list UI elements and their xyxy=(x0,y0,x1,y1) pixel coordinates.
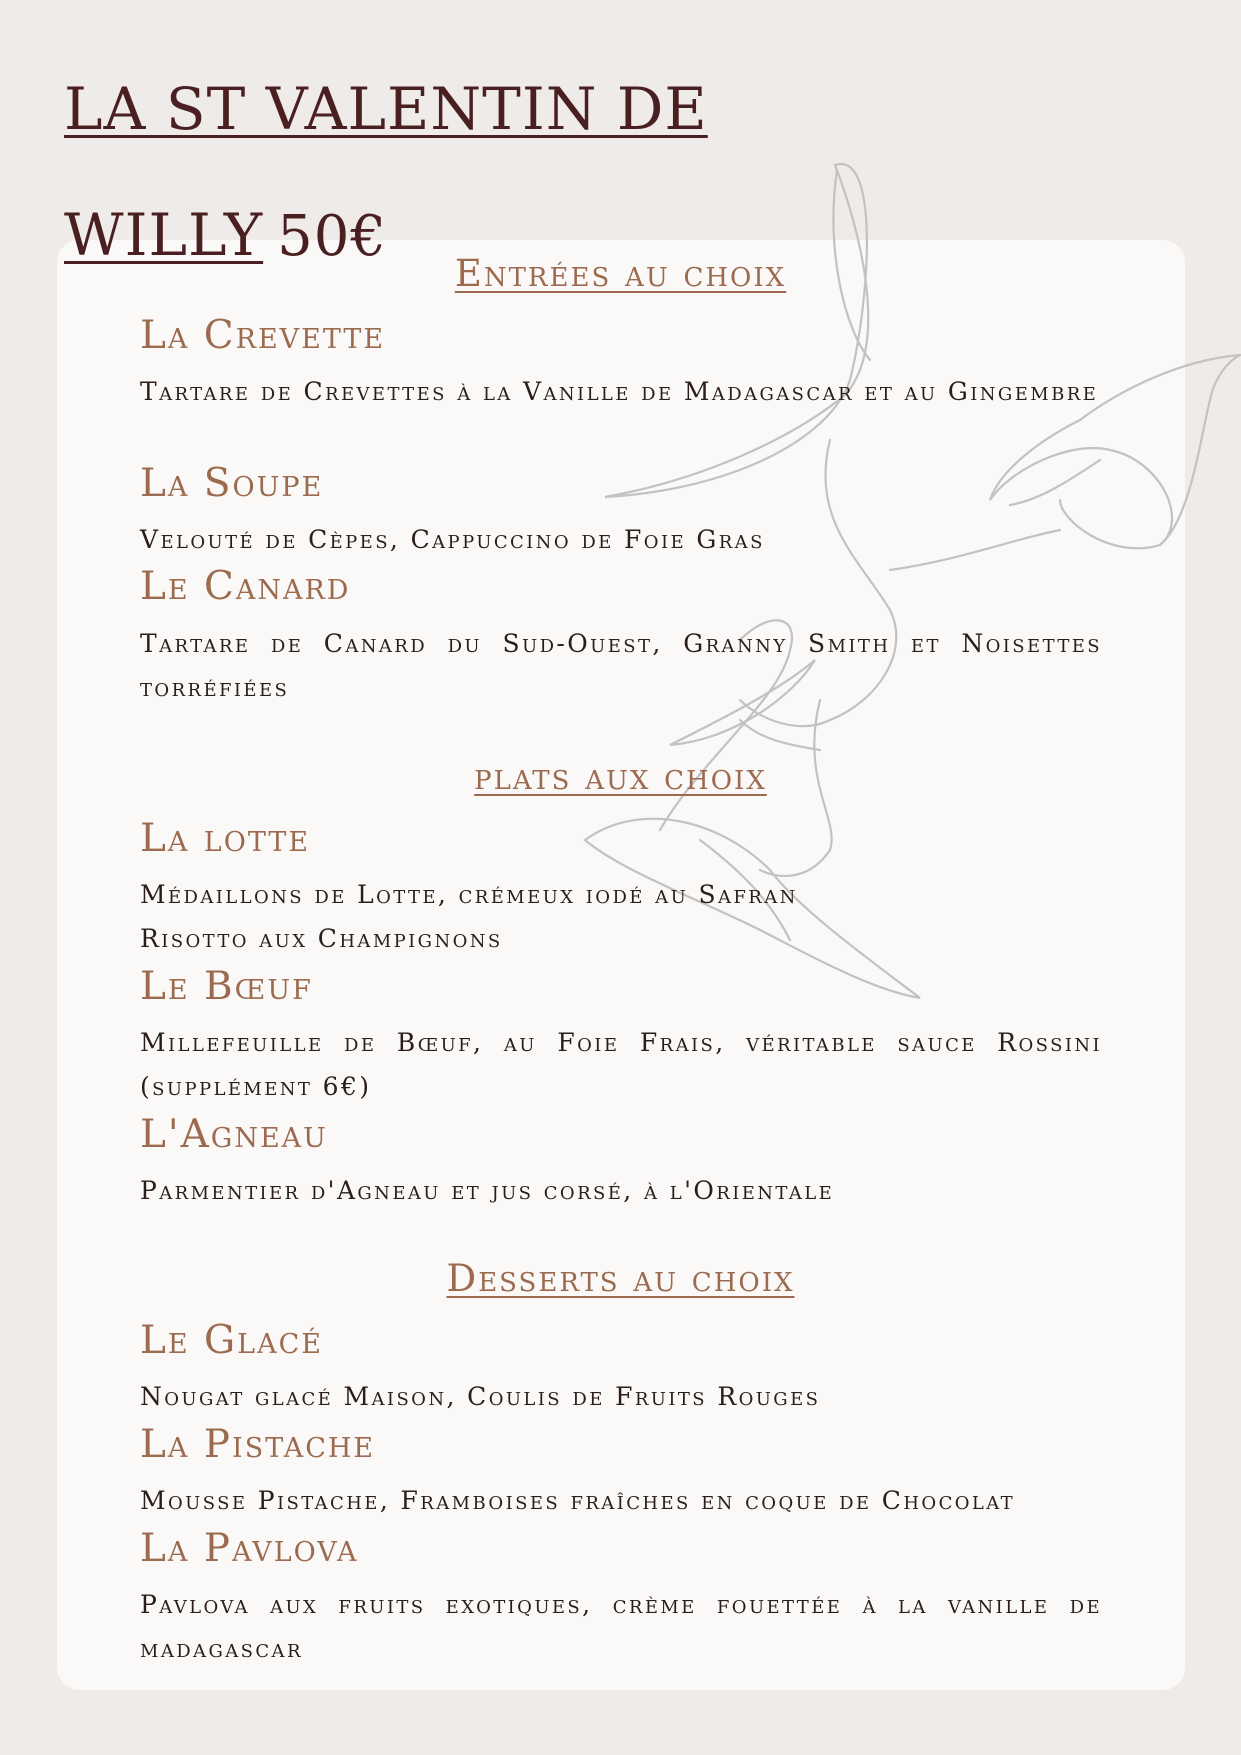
dish-name: La Crevette xyxy=(140,313,386,358)
dish-description-line: Médaillons de Lotte, crémeux iodé au Safran xyxy=(140,880,798,909)
dish-name: Le Canard xyxy=(140,564,351,609)
dish-name: Le Bœuf xyxy=(140,964,313,1009)
dish-description: Tartare de Crevettes à la Vanille de Madagascar et au Gingembre xyxy=(140,377,1099,406)
dish-description: Tartare de Canard du Sud-Ouest, Granny Smith et Noisettes torréfiées xyxy=(140,629,1102,702)
menu-price: 50€ xyxy=(277,204,388,269)
dish-name: La Pistache xyxy=(140,1422,376,1467)
section-title-desserts: Desserts au choix xyxy=(446,1257,795,1300)
dish-name: L'Agneau xyxy=(140,1112,328,1157)
menu-title-line-1: LA ST VALENTIN DE xyxy=(64,75,708,143)
dish-description: Millefeuille de Bœuf, au Foie Frais, véritable sauce Rossini (supplément 6€) xyxy=(140,1028,1102,1101)
dish-description: Mousse Pistache, Framboises fraîches en coque de Chocolat xyxy=(140,1486,1016,1515)
dish-description: Parmentier d'Agneau et jus corsé, à l'Orientale xyxy=(140,1176,835,1205)
section-title-plats: plats aux choix xyxy=(474,755,767,798)
section-title-entrees: Entrées au choix xyxy=(454,252,787,295)
dish-name: La Pavlova xyxy=(140,1526,359,1571)
dish-name: La Soupe xyxy=(140,461,324,506)
dish-description: Velouté de Cèpes, Cappuccino de Foie Gras xyxy=(140,525,765,554)
dish-description: Pavlova aux fruits exotiques, crème fouettée à la vanille de madagascar xyxy=(140,1590,1102,1663)
restaurant-name: WILLY xyxy=(64,201,264,269)
dish-name: La lotte xyxy=(140,816,311,861)
dish-name: Le Glacé xyxy=(140,1318,323,1363)
dish-description: Nougat glacé Maison, Coulis de Fruits Rouges xyxy=(140,1382,821,1411)
dish-description-line: Risotto aux Champignons xyxy=(140,924,503,953)
